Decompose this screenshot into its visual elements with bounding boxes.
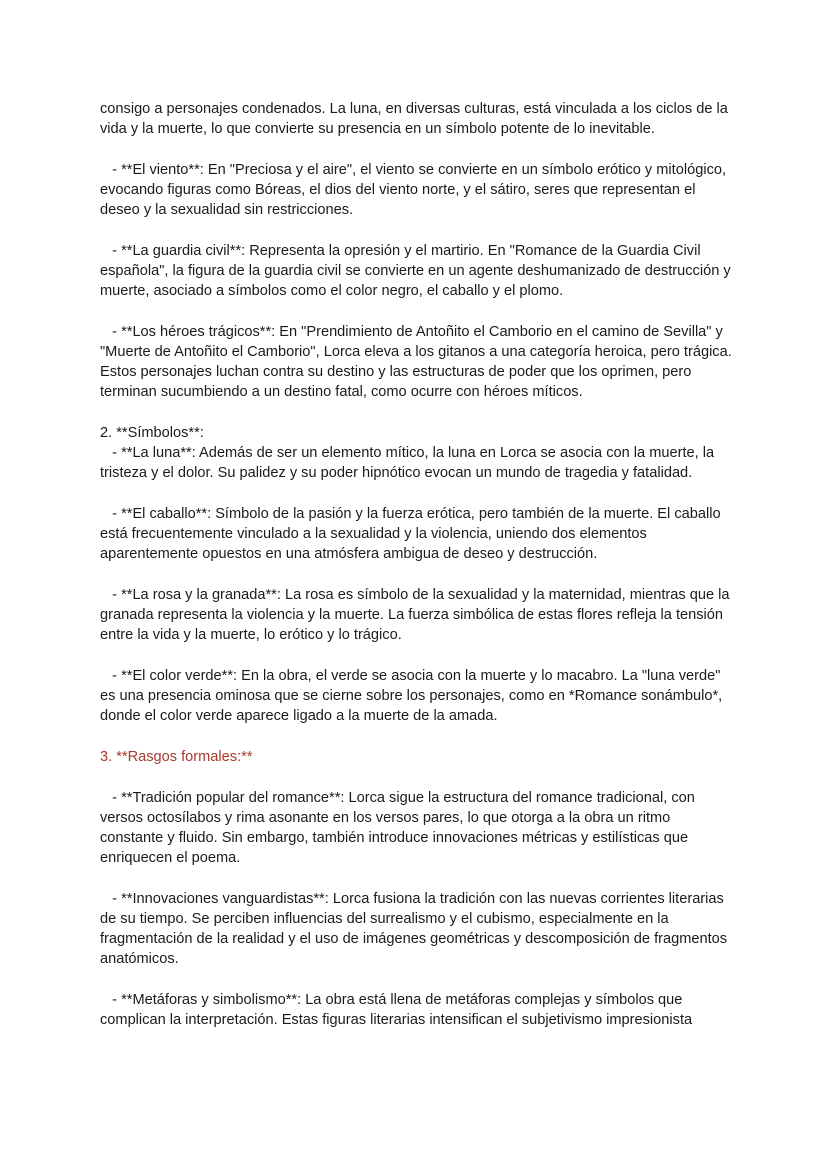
paragraph-innovaciones: - **Innovaciones vanguardistas**: Lorca fusiona la tradición con las nuevas corrientes literarias de su tiempo. Se perciben influencias del surrealismo y el cubismo, especialmente en la fragmentación de la realidad y el uso de imágenes geométricas y descomposición de fragmentos anatómicos. [100,890,732,968]
paragraph-rosa-granada: - **La rosa y la granada**: La rosa es símbolo de la sexualidad y la maternidad, mientras que la granada representa la violencia y la muerte. La fuerza simbólica de estas flores refleja la tensión entre la vida y la muerte, lo erótico y lo trágico. [100,587,734,644]
paragraph-metaforas: - **Metáforas y simbolismo**: La obra está llena de metáforas complejas y símbolos que complican la interpretación. Estas figuras literarias intensifican el subjetivismo impresionista [100,992,693,1029]
paragraph-color-verde: - **El color verde**: En la obra, el verde se asocia con la muerte y lo macabro. La "luna verde" es una presencia ominosa que se cierne sobre los personajes, como en *Romance sonámbulo*, donde el color verde aparece ligado a la muerte de la amada. [100,668,727,725]
paragraph-la-luna: - **La luna**: Además de ser un elemento mítico, la luna en Lorca se asocia con la muerte, la tristeza y el dolor. Su palidez y su poder hipnótico evocan un mundo de tragedia y fatalidad. [100,445,719,482]
paragraph-guardia-civil: - **La guardia civil**: Representa la opresión y el martirio. En "Romance de la Guardia Civil española", la figura de la guardia civil se convierte en un agente deshumanizado de destrucción y muerte, asociado a símbolos como el color negro, el caballo y el plomo. [100,242,735,300]
paragraph-tradicion-romance: - **Tradición popular del romance**: Lorca sigue la estructura del romance tradicional, con versos octosílabos y rima asonante en los versos pares, lo que otorga a la obra un ritmo constante y fluido. Sin embargo, también introduce innovaciones métricas y estilísticas que enriquecen el poema. [100,789,699,867]
paragraph-luna-ciclos: consigo a personajes condenados. La luna, en diversas culturas, está vinculada a los ciclos de la vida y la muerte, lo que convierte su presencia en un símbolo potente de lo inevitable. [100,101,732,138]
section-heading-rasgos-formales: 3. **Rasgos formales:** [100,749,253,765]
paragraph-el-caballo: - **El caballo**: Símbolo de la pasión y la fuerza erótica, pero también de la muerte. El caballo está frecuentemente vinculado a la sexualidad y la violencia, uniendo dos elementos aparentemente opuestos en una atmósfera ambigua de deseo y destrucción. [100,506,725,563]
section-heading-simbolos: 2. **Símbolos**: [100,425,204,441]
document-page [100,99,736,1030]
paragraph-el-viento: - **El viento**: En "Preciosa y el aire", el viento se convierte en un símbolo erótico y mitológico, evocando figuras como Bóreas, el dios del viento norte, y el sátiro, seres que representan el deseo y la sexualidad sin restricciones. [100,161,731,219]
paragraph-heroes-tragicos: - **Los héroes trágicos**: En "Prendimiento de Antoñito el Camborio en el camino de Sevilla" y "Muerte de Antoñito el Camborio", Lorca eleva a los gitanos a una categoría heroica, pero trágica. Estos personajes luchan contra su destino y las estructuras de poder que los oprimen, pero terminan sucumbiendo a un destino fatal, como ocurre con héroes míticos. [100,323,736,401]
